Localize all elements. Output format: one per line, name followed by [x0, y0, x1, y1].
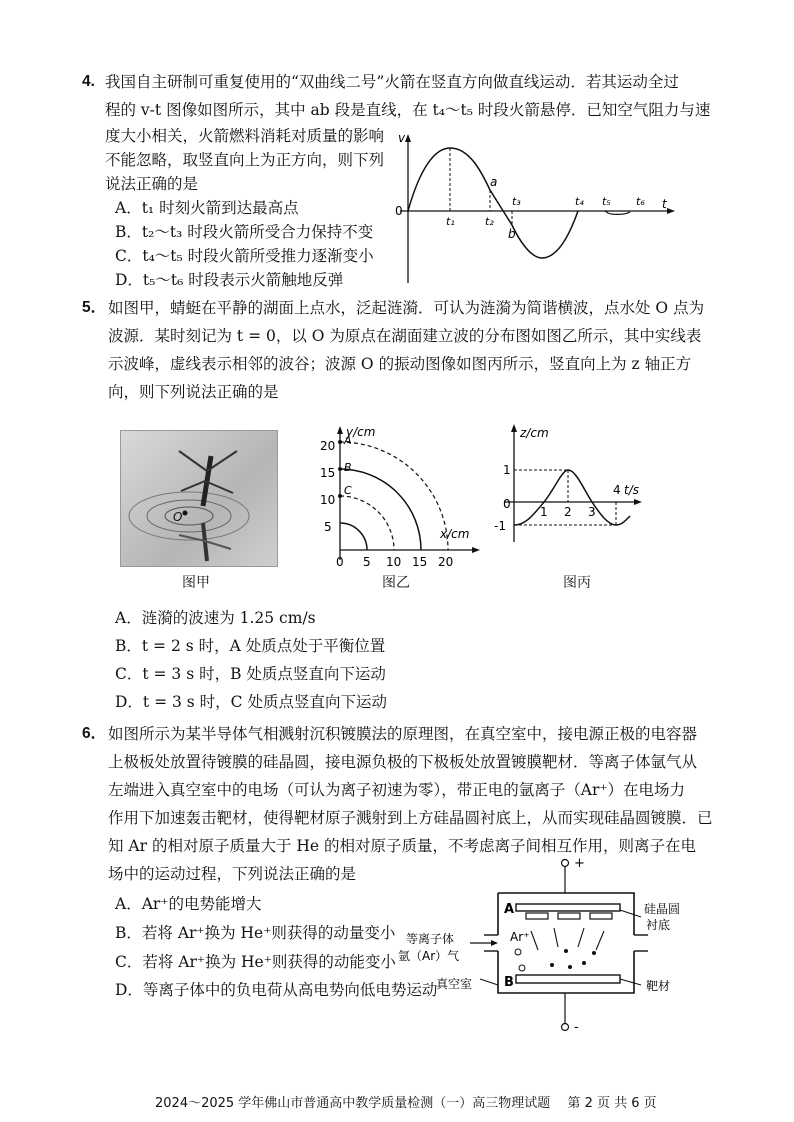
question-5-option-c[interactable]: C．t = 3 s 时，B 处质点竖直向下运动: [115, 665, 386, 683]
point-a: a: [490, 175, 498, 189]
crest-5cm: [340, 523, 367, 550]
wave-distribution-figure: [310, 424, 490, 569]
plasma-label-line2: 氩（Ar）气: [398, 949, 460, 963]
question-6-number: 6．: [82, 725, 107, 742]
figure-yi-caption: 图乙: [382, 575, 410, 591]
question-4-line-3: 度大小相关，火箭燃料消耗对质量的影响: [105, 127, 385, 145]
point-b: b: [508, 227, 516, 241]
question-6-line-4: 作用下加速轰击靶材，使得靶材原子溅射到上方硅晶圆衬底上，从而实现硅晶圆镀膜．已: [108, 809, 713, 827]
trough-20cm: [340, 442, 448, 550]
velocity-curve: [408, 148, 578, 258]
question-4-option-a[interactable]: A．t₁ 时刻火箭到达最高点: [115, 199, 299, 217]
figure-jia-caption: 图甲: [182, 575, 210, 591]
v-label: v: [398, 131, 406, 145]
question-6-option-b[interactable]: B．若将 Ar⁺换为 He⁺则获得的动量变小: [115, 924, 396, 942]
y-tick-15: 15: [320, 466, 336, 480]
question-4-option-c[interactable]: C．t₄～t₅ 时段火箭所受推力逐渐变小: [115, 247, 374, 265]
t-axis-label: t/s: [624, 483, 639, 497]
question-5-number: 5．: [82, 299, 107, 316]
x-axis-label: x/cm: [440, 527, 470, 541]
trough-10cm: [340, 496, 394, 550]
x-tick-20: 20: [438, 555, 454, 569]
question-4-line-4: 不能忽略，取竖直向上为正方向，则下列: [105, 151, 385, 169]
question-5-option-a[interactable]: A．涟漪的波速为 1.25 cm/s: [115, 609, 316, 627]
tick-t6: t₆: [636, 195, 645, 208]
t-tick-2: 2: [564, 505, 572, 519]
question-6-line-6: 场中的运动过程，下列说法正确的是: [108, 865, 357, 883]
question-6-line-1: 如图所示为某半导体气相溅射沉积镀膜法的原理图，在真空室中，接电源正极的电容器: [108, 725, 698, 743]
y-tick-5: 5: [324, 520, 332, 534]
target-label: 靶材: [646, 979, 671, 993]
question-4-number: 4.: [82, 73, 95, 90]
upper-plate-a: [516, 904, 620, 911]
plate-b-label: B: [504, 975, 514, 990]
question-5-option-b[interactable]: B．t = 2 s 时，A 处质点处于平衡位置: [115, 637, 386, 655]
t-tick-1: 1: [540, 505, 548, 519]
question-5-option-d[interactable]: D．t = 3 s 时，C 处质点竖直向下运动: [115, 693, 387, 711]
x-tick-10: 10: [386, 555, 402, 569]
plate-a-label: A: [504, 902, 515, 917]
point-a-label: A: [344, 434, 352, 447]
z-tick-neg1: -1: [494, 519, 506, 533]
sputtering-diagram: [398, 855, 698, 1035]
y-tick-10: 10: [320, 493, 336, 507]
plus-terminal: +: [574, 856, 585, 871]
question-6-line-3: 左端进入真空室中的电场（可认为离子初速为零），带正电的氩离子（Ar⁺）在电场力: [108, 781, 686, 799]
question-4-option-b[interactable]: B．t₂～t₃ 时段火箭所受合力保持不变: [115, 223, 374, 241]
question-6-option-c[interactable]: C．若将 Ar⁺换为 He⁺则获得的动能变小: [115, 953, 396, 971]
wafer-3: [590, 913, 612, 919]
crest-15cm: [340, 469, 421, 550]
wafer-label-line1: 硅晶圆: [644, 902, 681, 916]
plasma-label-line1: 等离子体: [406, 932, 455, 946]
minus-terminal: -: [574, 1020, 579, 1035]
z-tick-1: 1: [503, 463, 511, 477]
z-tick-0: 0: [503, 497, 511, 511]
ion-label: Ar⁺: [510, 930, 530, 944]
question-4-option-d[interactable]: D．t₅～t₆ 时段表示火箭触地反弹: [115, 271, 344, 289]
z-axis-label: z/cm: [520, 426, 549, 440]
x-tick-0: 0: [336, 555, 344, 569]
page-footer: 2024～2025 学年佛山市普通高中教学质量检测（一）高三物理试题 第 2 页 共 6 页: [155, 1096, 657, 1111]
question-5-line-1: 如图甲，蜻蜓在平静的湖面上点水，泛起涟漪．可认为涟漪为简谐横波，点水处 O 点为: [108, 299, 705, 317]
wafer-2: [558, 913, 580, 919]
question-5-line-2: 波源．某时刻记为 t = 0，以 O 为原点在湖面建立波的分布图如图乙所示，其中实线表: [108, 327, 702, 345]
x-tick-5: 5: [363, 555, 371, 569]
question-6-line-2: 上极板处放置待镀膜的硅晶圆，接电源负极的下极板处放置镀膜靶材．等离子体氩气从: [108, 753, 698, 771]
photo-label-o: O: [173, 510, 183, 524]
point-c-label: C: [344, 484, 352, 497]
question-6-line-5: 知 Ar 的相对原子质量大于 He 的相对原子质量，不考虑离子间相互作用，则离子在电: [108, 837, 697, 855]
figure-bing-caption: 图丙: [563, 575, 591, 591]
wafer-label-line2: 衬底: [646, 918, 671, 932]
question-5-line-3: 示波峰，虚线表示相邻的波谷；波源 O 的振动图像如图丙所示，竖直向上为 z 轴正方: [108, 355, 692, 373]
tick-t1: t₁: [446, 215, 455, 228]
lower-plate-b: [516, 975, 620, 983]
question-4-line-2: 程的 v-t 图像如图所示，其中 ab 段是直线，在 t₄～t₅ 时段火箭悬停．已知空气阻力与速: [105, 101, 711, 119]
tick-t2: t₂: [485, 215, 494, 228]
tick-t3: t₃: [512, 195, 521, 208]
y-axis-label: y/cm: [346, 425, 376, 439]
chamber-label: 真空室: [436, 977, 473, 991]
question-4-line-1: 我国自主研制可重复使用的“双曲线二号”火箭在竖直方向做直线运动．若其运动全过: [105, 73, 679, 91]
t-tick-3: 3: [588, 505, 596, 519]
question-4-line-5: 说法正确的是: [105, 175, 199, 193]
origin-label: 0: [395, 204, 403, 218]
point-b-label: B: [344, 461, 352, 474]
t-label: t: [662, 197, 667, 211]
x-tick-15: 15: [412, 555, 428, 569]
tick-t5: t₅: [602, 195, 611, 208]
t-tick-4: 4: [613, 483, 621, 497]
question-5-line-4: 向，则下列说法正确的是: [108, 383, 279, 401]
dragonfly-photo: [120, 430, 278, 567]
question-6-option-a[interactable]: A．Ar⁺的电势能增大: [115, 895, 262, 913]
y-tick-20: 20: [320, 439, 336, 453]
oscillation-graph: [490, 424, 650, 549]
wafer-1: [526, 913, 548, 919]
question-6-option-d[interactable]: D．等离子体中的负电荷从高电势向低电势运动: [115, 981, 438, 999]
oscillation-curve: [514, 470, 630, 525]
tick-t4: t₄: [575, 195, 584, 208]
vt-graph: [390, 128, 680, 288]
